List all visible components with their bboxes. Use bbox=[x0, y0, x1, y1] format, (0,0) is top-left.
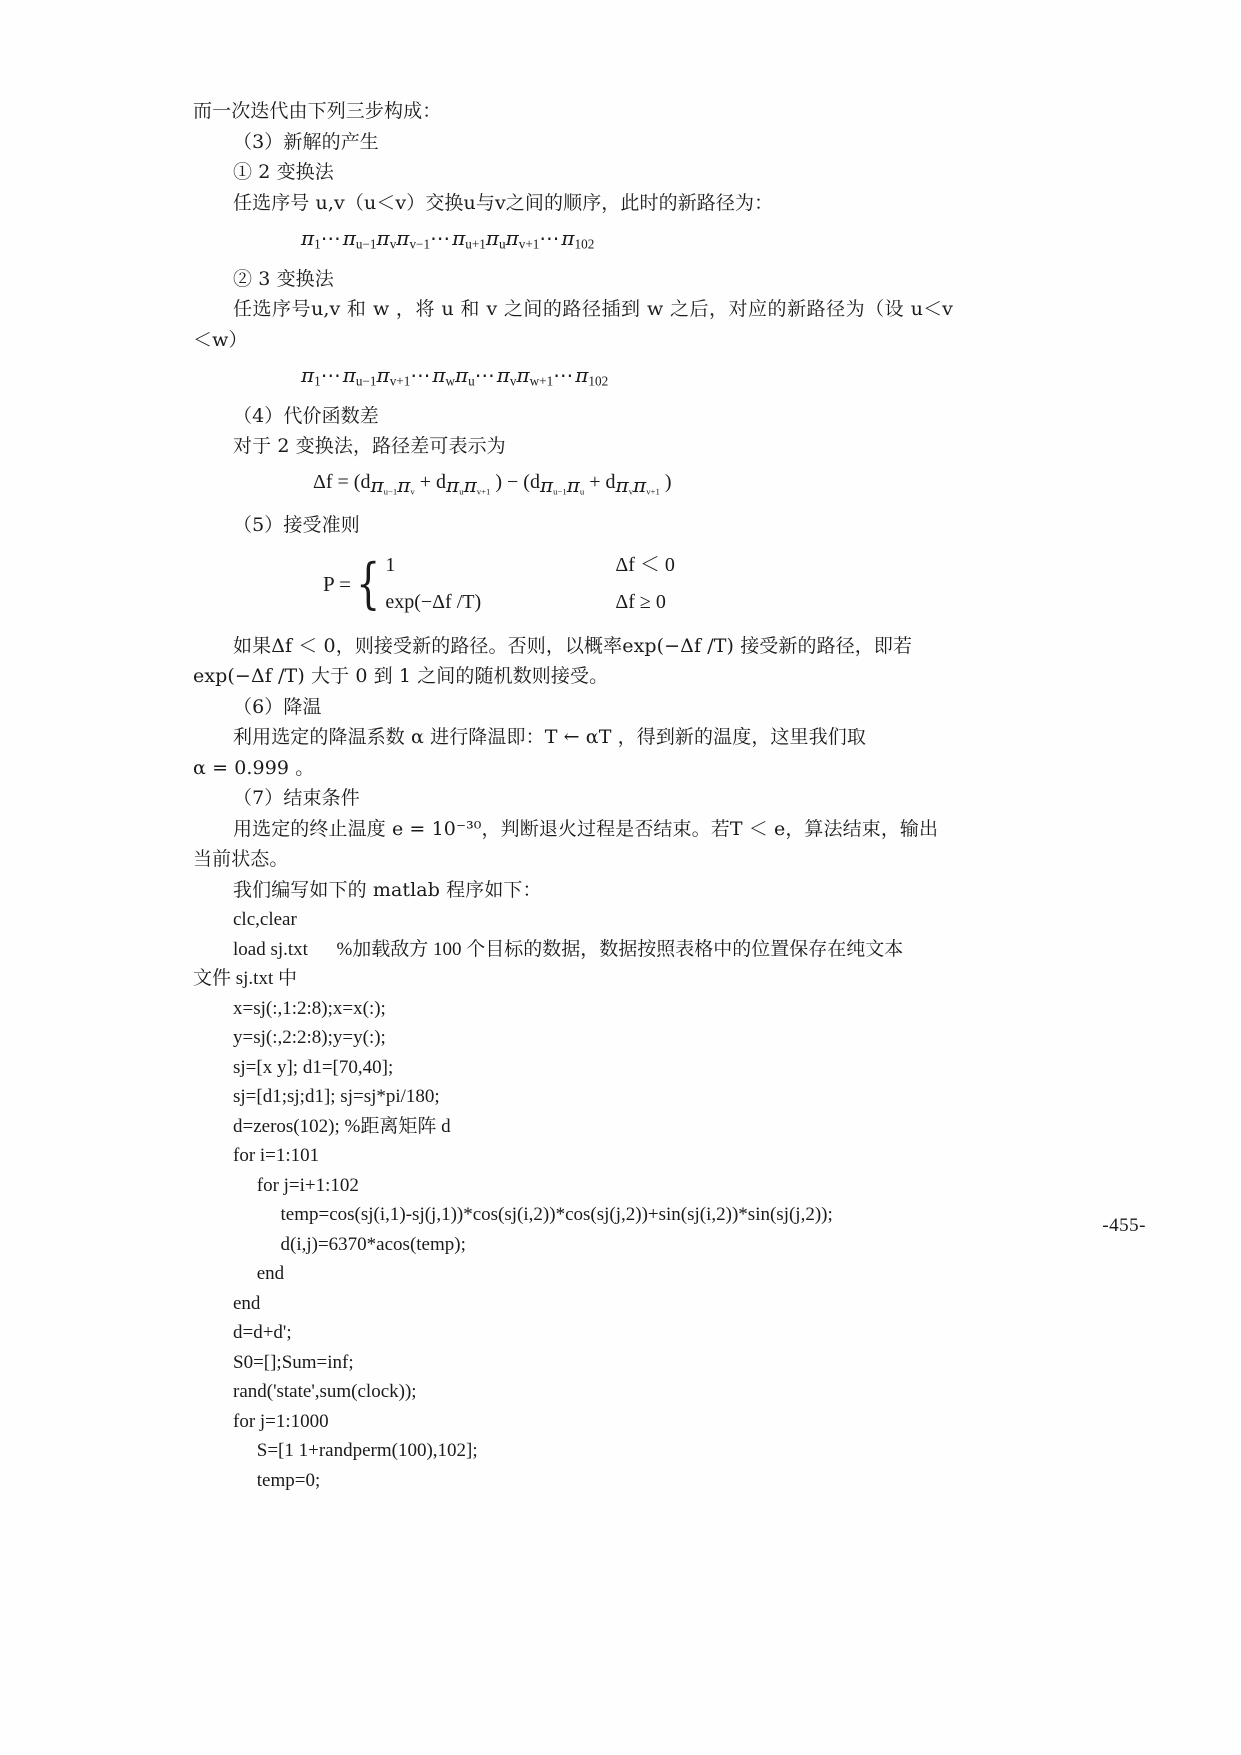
code-line: sj=[x y]; d1=[70,40]; bbox=[233, 1056, 394, 1078]
section4-text: 对于 2 变换法，路径差可表示为 bbox=[233, 435, 506, 458]
formula-2-transform: $\pi_1\cdots\pi_{u-1}\pi_v\pi_{v-1}\cdots\pi_{u+1}\pi_u\pi_{v+1}\cdots\pi_{102}$ bbox=[301, 226, 595, 252]
code-line: sj=[d1;sj;d1]; sj=sj*pi/180; bbox=[233, 1086, 440, 1107]
section3-item1-text: 任选序号 u,v（u＜v）交换u与v之间的顺序，此时的新路径为： bbox=[233, 191, 774, 214]
section6-paragraph-line1: 利用选定的降温系数 α 进行降温即：T ← αT ，得到新的温度，这里我们取 bbox=[233, 726, 866, 748]
code-line: end bbox=[233, 1263, 285, 1284]
case-condition: Δf ≥ 0 bbox=[615, 590, 666, 613]
code-line: x=sj(:,1:2:8);x=x(:); bbox=[233, 997, 386, 1019]
section5-paragraph-line2: exp(−Δf /T) 大于 0 到 1 之间的随机数则接受。 bbox=[193, 665, 609, 687]
section5-paragraph-line1: 如果Δf ＜ 0，则接受新的路径。否则，以概率exp(−Δf /T) 接受新的路径，即若 bbox=[233, 634, 913, 657]
code-line: S=[1 1+randperm(100),102]; bbox=[233, 1440, 478, 1461]
code-line: for i=1:101 bbox=[233, 1145, 320, 1166]
case-value: 1 bbox=[385, 553, 396, 576]
case-value: exp(−Δf /T) bbox=[385, 590, 482, 613]
formula-cost-difference: $\Delta f = (d_{\pi_{u-1}\pi_v} + d_{\pi_u\pi_{v+1}}$ ) − ($d_{\pi_{u-1}\pi_u} + d_{\pi_v\pi_{v+1}}$ ) bbox=[313, 470, 672, 497]
acceptance-P-label: P = bbox=[323, 571, 351, 596]
code-line: S0=[];Sum=inf; bbox=[233, 1351, 354, 1373]
section3-item2-label: ② 3 变换法 bbox=[233, 267, 334, 290]
code-line: rand('state',sum(clock)); bbox=[233, 1381, 417, 1402]
section6-heading: （6）降温 bbox=[233, 695, 322, 718]
code-line: load sj.txt %加载敌方 100 个目标的数据，数据按照表格中的位置保存在纯文本 bbox=[233, 938, 904, 960]
section7-paragraph-line1: 用选定的终止温度 e = 10⁻³⁰，判断退火过程是否结束。若T ＜ e，算法结束，输出 bbox=[233, 817, 939, 840]
formula-3-transform: $\pi_1\cdots\pi_{u-1}\pi_{v+1}\cdots\pi_w\pi_u\cdots\pi_v\pi_{w+1}\cdots\pi_{102}$ bbox=[301, 363, 609, 389]
formula-acceptance-criterion bbox=[193, 547, 953, 621]
code-line: for j=i+1:102 bbox=[233, 1174, 359, 1196]
code-line: temp=0; bbox=[233, 1469, 321, 1491]
code-line: d(i,j)=6370*acos(temp); bbox=[233, 1233, 466, 1255]
case-row bbox=[385, 584, 675, 621]
code-line: end bbox=[233, 1292, 261, 1314]
code-line: temp=cos(sj(i,1)-sj(j,1))*cos(sj(i,2))*cos(sj(j,2))+sin(sj(i,2))*sin(sj(j,2)); bbox=[233, 1204, 833, 1225]
code-line: clc,clear bbox=[233, 909, 297, 930]
code-line: y=sj(:,2:2:8);y=y(:); bbox=[233, 1027, 386, 1048]
section6-paragraph-line2: α = 0.999 。 bbox=[193, 756, 315, 779]
section4-heading: （4）代价函数差 bbox=[233, 404, 379, 427]
piecewise-group bbox=[351, 547, 675, 621]
code-line: d=zeros(102); %距离矩阵 d bbox=[233, 1115, 451, 1137]
section3-heading: （3）新解的产生 bbox=[233, 130, 379, 153]
code-line: for j=1:1000 bbox=[233, 1410, 329, 1432]
section3-item1-label: ① 2 变换法 bbox=[233, 161, 334, 183]
intro-line: 而一次迭代由下列三步构成： bbox=[193, 100, 442, 122]
page-number: -455- bbox=[1102, 1215, 1146, 1236]
section7-paragraph-line3: 我们编写如下的 matlab 程序如下： bbox=[233, 878, 542, 901]
case-row bbox=[385, 547, 675, 584]
page-content bbox=[193, 96, 953, 1495]
case-condition: Δf ＜ 0 bbox=[615, 553, 675, 576]
section7-heading: （7）结束条件 bbox=[233, 787, 360, 809]
left-brace-icon: { bbox=[356, 551, 381, 615]
code-line: 文件 sj.txt 中 bbox=[193, 968, 297, 989]
section7-paragraph-line2: 当前状态。 bbox=[193, 848, 289, 870]
code-line: d=d+d'; bbox=[233, 1322, 292, 1343]
matlab-code-block bbox=[193, 905, 953, 1495]
section3-item2-text: 任选序号u,v 和 w ，将 u 和 v 之间的路径插到 w 之后，对应的新路径为（设 u＜v＜w） bbox=[193, 298, 953, 351]
section5-heading: （5）接受准则 bbox=[233, 514, 360, 536]
